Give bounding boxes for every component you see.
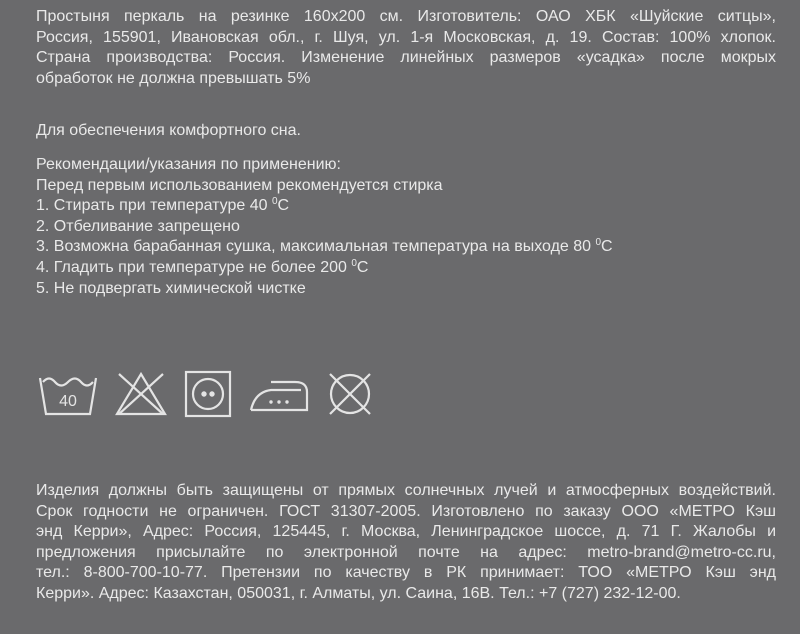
recommendation-item xyxy=(36,237,776,258)
care-icons xyxy=(38,370,374,418)
footer-line: тел.: 8-800-700-10-77. Претензии по качеству в РК принимает: ТОО «МЕТРО Кэш энд xyxy=(36,564,776,582)
recommendations xyxy=(36,155,776,299)
product-info-line: Страна производства: Россия. Изменение линейных размеров «усадка» после мокрых xyxy=(36,49,776,67)
iron-icon xyxy=(249,370,309,418)
footer-line: предложения присылайте по электронной почте на адрес: metro-brand@metro-cc.ru, xyxy=(36,543,776,561)
recommendation-item xyxy=(36,258,776,279)
storage-and-contacts xyxy=(36,481,776,605)
product-info-line: Простыня перкаль на резинке 160х200 см. Изготовитель: ОАО ХБК «Шуйские ситцы», xyxy=(36,8,776,25)
comfort-text: Для обеспечения комфортного сна. xyxy=(36,122,301,139)
tumble-dry-icon xyxy=(184,370,232,418)
product-info-line: обработок не должна превышать 5% xyxy=(36,69,311,87)
unit: С xyxy=(277,197,290,215)
recommendations-intro: Перед первым использованием рекомендуется стирка xyxy=(36,176,443,194)
product-info-line: Россия, 155901, Ивановская обл., г. Шуя, ул. 1-я Московская, д. 19. Состав: 100% хлопок. xyxy=(36,28,776,46)
degree-sup: 0 xyxy=(595,237,602,249)
recommendations-title: Рекомендации/указания по применению: xyxy=(36,156,341,173)
product-info xyxy=(36,7,776,89)
recommendation-item xyxy=(36,196,776,217)
recommendation-item: 2. Отбеливание запрещено xyxy=(36,217,240,235)
no-bleach-icon xyxy=(115,370,167,418)
recommendation-item: 5. Не подвергать химической чистке xyxy=(36,279,306,297)
degree-sup: 0 xyxy=(351,257,357,269)
unit: С xyxy=(356,258,369,276)
unit: С xyxy=(601,238,613,256)
footer-line: энд Керри», Адрес: Россия, 125445, г. Москва, Ленинградское шоссе, д. 71 Г. Жалобы и xyxy=(36,523,776,541)
recommendation-text: 3. Возможна барабанная сушка, максимальная температура на выходе 80 xyxy=(36,238,596,256)
no-dry-clean-icon xyxy=(326,370,374,418)
footer-line: Керри». Адрес: Казахстан, 050031, г. Алматы, ул. Саина, 16В. Тел.: +7 (727) 232-12-00. xyxy=(36,584,681,602)
comfort-note xyxy=(36,121,301,142)
recommendation-text: 1. Стирать при температуре 40 xyxy=(36,197,272,215)
footer-line: Изделия должны быть защищены от прямых солнечных лучей и атмосферных воздействий. xyxy=(36,482,776,499)
recommendation-text: 4. Гладить при температуре не более 200 xyxy=(36,258,352,276)
footer-line: Срок годности не ограничен. ГОСТ 31307-2005. Изготовлено по заказу ООО «МЕТРО Кэш xyxy=(36,502,776,520)
wash-temp-label: 40 xyxy=(59,393,77,410)
degree-sup: 0 xyxy=(271,196,278,208)
wash-40-icon xyxy=(38,370,98,418)
